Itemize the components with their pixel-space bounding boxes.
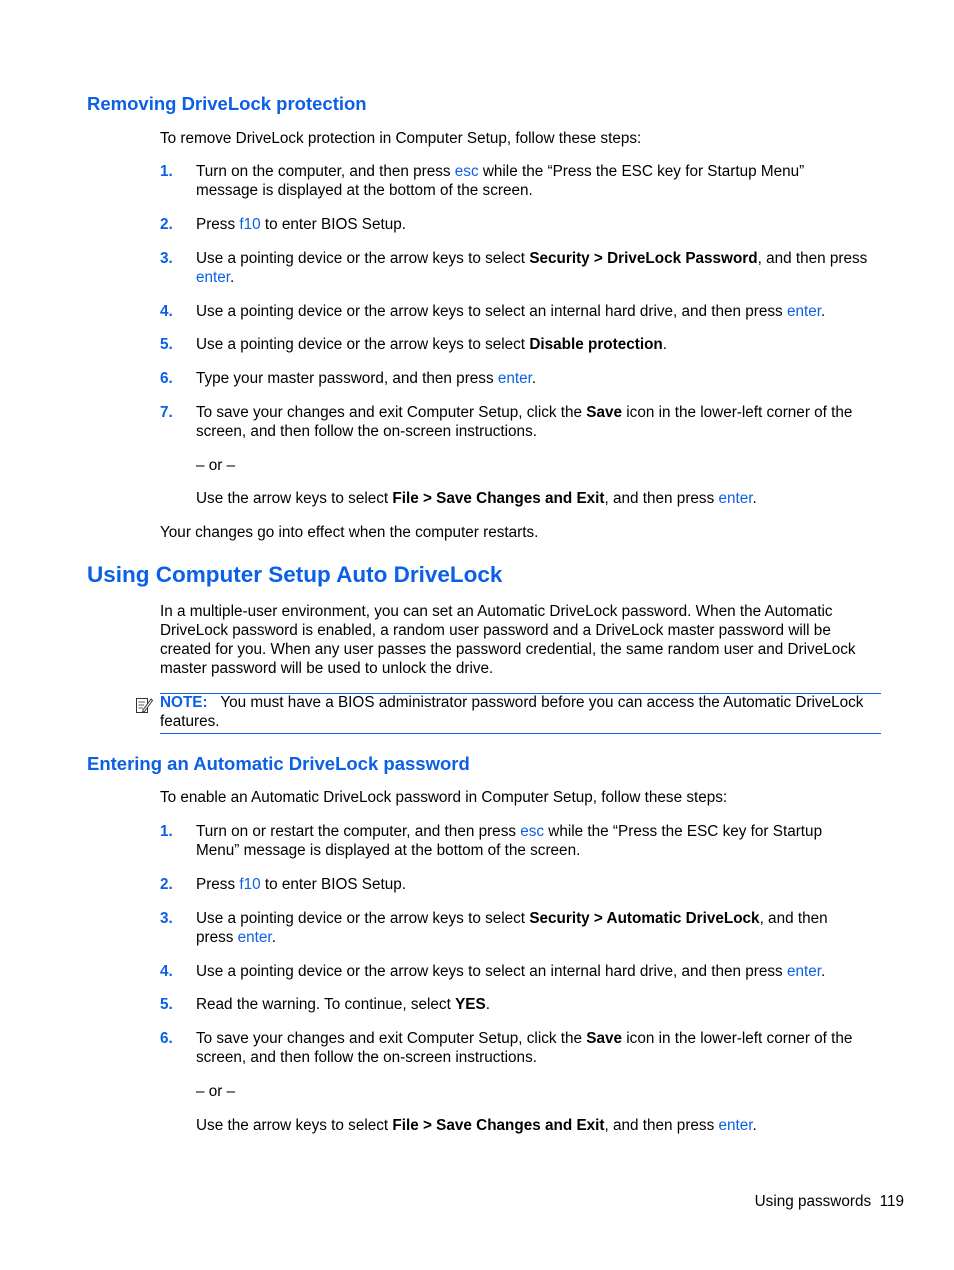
- step-text: Turn on or restart the computer, and then press esc while the “Press the ESC key for Startup Menu” message is displayed at the bottom of the screen.: [196, 823, 823, 859]
- footer-title: Using passwords: [754, 1193, 872, 1210]
- note-pencil-icon: [135, 695, 153, 715]
- step-text: Use a pointing device or the arrow keys to select Security > DriveLock Password, and then press enter.: [196, 250, 868, 286]
- page-number: 119: [879, 1193, 904, 1210]
- step-number: 6.: [160, 370, 173, 387]
- note-label: NOTE:: [160, 694, 208, 711]
- step-text: Type your master password, and then press enter.: [196, 370, 537, 387]
- note-text: NOTE: You must have a BIOS administrator password before you can access the Automatic DriveLock features.: [160, 694, 864, 730]
- page-footer: [755, 1192, 904, 1211]
- or-separator: – or –: [196, 1083, 236, 1100]
- key-enter: enter: [718, 490, 753, 507]
- step-text: Use a pointing device or the arrow keys to select an internal hard drive, and then press enter.: [196, 963, 826, 980]
- key-enter: enter: [718, 1117, 753, 1134]
- step-number: 4.: [160, 963, 173, 980]
- intro-paragraph: To enable an Automatic DriveLock password in Computer Setup, follow these steps:: [160, 789, 728, 806]
- key-enter: enter: [237, 929, 272, 946]
- key-enter: enter: [786, 963, 821, 980]
- heading-removing-drivelock: Removing DriveLock protection: [87, 93, 367, 114]
- step-number: 4.: [160, 303, 173, 320]
- outro-paragraph: Your changes go into effect when the computer restarts.: [160, 524, 539, 541]
- or-separator: – or –: [196, 457, 236, 474]
- auto-drivelock-paragraph: In a multiple-user environment, you can set an Automatic DriveLock password. When the Automatic DriveLock password is enabled, a random user password and a DriveLock master password will be created for you. When any user passes the password credential, the same random user and DriveLock master password will be used to unlock the drive.: [160, 603, 856, 677]
- step-text: Use a pointing device or the arrow keys to select Disable protection.: [196, 336, 668, 353]
- key-esc: esc: [454, 163, 479, 180]
- key-f10: f10: [239, 216, 261, 233]
- step-number: 6.: [160, 1030, 173, 1047]
- step-number: 5.: [160, 336, 173, 353]
- key-esc: esc: [520, 823, 545, 840]
- step-number: 2.: [160, 876, 173, 893]
- alternative-step: Use the arrow keys to select File > Save Changes and Exit, and then press enter.: [196, 490, 757, 507]
- heading-auto-drivelock: Using Computer Setup Auto DriveLock: [87, 562, 503, 587]
- step-text: Press f10 to enter BIOS Setup.: [196, 876, 407, 893]
- step-text: To save your changes and exit Computer Setup, click the Save icon in the lower-left corner of the screen, and then follow the on-screen instructions.: [196, 404, 853, 440]
- intro-paragraph: To remove DriveLock protection in Computer Setup, follow these steps:: [160, 130, 642, 147]
- heading-entering-auto-drivelock: Entering an Automatic DriveLock password: [87, 753, 470, 774]
- step-number: 7.: [160, 404, 173, 421]
- step-number: 3.: [160, 250, 173, 267]
- step-number: 1.: [160, 823, 173, 840]
- step-text: To save your changes and exit Computer Setup, click the Save icon in the lower-left corner of the screen, and then follow the on-screen instructions.: [196, 1030, 853, 1066]
- step-text: Use a pointing device or the arrow keys to select an internal hard drive, and then press enter.: [196, 303, 826, 320]
- step-text: Turn on the computer, and then press esc while the “Press the ESC key for Startup Menu” message is displayed at the bottom of the screen.: [196, 163, 805, 199]
- key-enter: enter: [786, 303, 821, 320]
- step-text: Use a pointing device or the arrow keys to select Security > Automatic DriveLock, and then press enter.: [196, 910, 828, 946]
- step-number: 1.: [160, 163, 173, 180]
- key-enter: enter: [497, 370, 532, 387]
- step-number: 5.: [160, 996, 173, 1013]
- step-number: 3.: [160, 910, 173, 927]
- alternative-step: Use the arrow keys to select File > Save Changes and Exit, and then press enter.: [196, 1117, 757, 1134]
- step-text: Read the warning. To continue, select YES.: [196, 996, 490, 1013]
- step-text: Press f10 to enter BIOS Setup.: [196, 216, 407, 233]
- note-bottom-rule: [160, 733, 881, 734]
- step-number: 2.: [160, 216, 173, 233]
- key-f10: f10: [239, 876, 261, 893]
- key-enter: enter: [196, 269, 231, 286]
